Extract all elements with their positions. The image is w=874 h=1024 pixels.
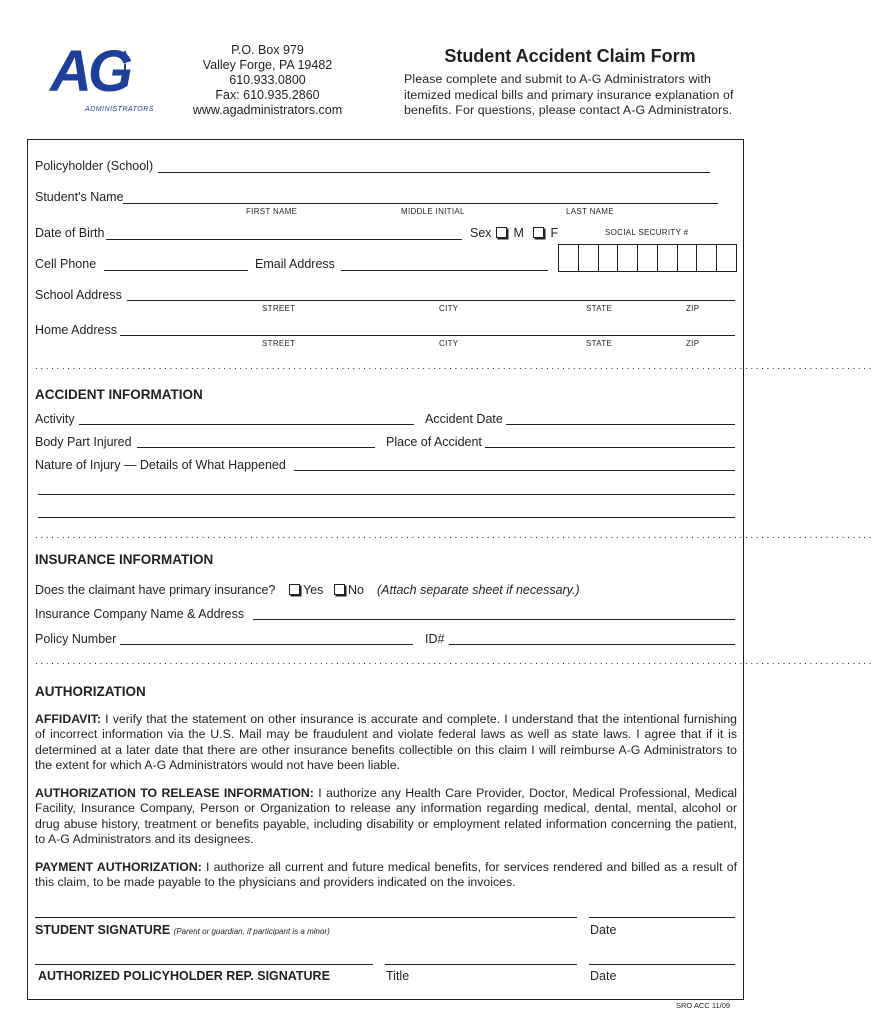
student-date-label: Date <box>590 923 617 937</box>
form-intro: Please complete and submit to A-G Administrators with itemized medical bills and primary insurance explanation of benefits. For questions, please contact A-G Administrators. <box>404 72 734 117</box>
nature-field-line[interactable] <box>38 517 735 518</box>
city-caption: CITY <box>439 304 459 313</box>
checkbox-no[interactable] <box>334 584 345 595</box>
rep-title-label: Title <box>386 969 410 983</box>
body-part-field[interactable] <box>137 447 375 448</box>
ssn-caption: SOCIAL SECURITY # <box>605 228 689 237</box>
form-code: SRO ACC 11/09 <box>676 1001 731 1010</box>
rep-signature-label: AUTHORIZED POLICYHOLDER REP. SIGNATURE <box>38 969 330 983</box>
school-address-label: School Address <box>35 288 122 302</box>
street-caption: STREET <box>262 304 296 313</box>
insurance-yes-option[interactable]: Yes <box>289 583 323 597</box>
form-title: Student Accident Claim Form <box>444 46 696 66</box>
policyholder-field[interactable] <box>158 172 710 173</box>
student-date-field[interactable] <box>589 917 735 918</box>
student-signature-label: STUDENT SIGNATURE (Parent or guardian, if participant is a minor) <box>35 923 330 937</box>
sex-label: Sex <box>470 226 492 240</box>
sex-f-option[interactable]: F <box>533 226 558 240</box>
dob-field[interactable] <box>106 239 462 240</box>
nature-field[interactable] <box>294 470 735 471</box>
insurance-note: (Attach separate sheet if necessary.) <box>377 583 580 597</box>
school-address-field[interactable] <box>127 300 735 301</box>
policy-number-field[interactable] <box>120 644 413 645</box>
logo-subtext: ADMINISTRATORS <box>85 106 154 113</box>
payment-paragraph: PAYMENT AUTHORIZATION: I authorize all current and future medical benefits, for services rendered and billed as a result of this claim, to be made payable to the physicians and providers indicated on the invoices. <box>35 860 737 890</box>
ag-logo <box>50 39 170 118</box>
home-address-label: Home Address <box>35 323 117 337</box>
body-part-label: Body Part Injured <box>35 435 132 449</box>
place-label: Place of Accident <box>386 435 482 449</box>
accident-date-field[interactable] <box>506 424 735 425</box>
street-caption: STREET <box>262 339 296 348</box>
policy-number-label: Policy Number <box>35 632 117 646</box>
insurance-no-option[interactable]: No <box>334 583 364 597</box>
insurance-company-field[interactable] <box>253 619 735 620</box>
cell-phone-field[interactable] <box>104 270 248 271</box>
policyholder-label: Policyholder (School) <box>35 159 154 173</box>
last-name-caption: LAST NAME <box>566 207 614 216</box>
cell-phone-label: Cell Phone <box>35 257 97 271</box>
email-label: Email Address <box>255 257 335 271</box>
address-line: Fax: 610.935.2860 <box>215 88 320 102</box>
id-field[interactable] <box>449 644 735 645</box>
zip-caption: ZIP <box>686 339 700 348</box>
state-caption: STATE <box>586 304 613 313</box>
zip-caption: ZIP <box>686 304 700 313</box>
company-address <box>175 43 360 118</box>
checkbox-m[interactable] <box>496 227 507 238</box>
rep-signature-field[interactable] <box>35 964 373 965</box>
address-line: Valley Forge, PA 19482 <box>202 58 333 72</box>
activity-label: Activity <box>35 412 75 426</box>
insurance-company-label: Insurance Company Name & Address <box>35 607 245 621</box>
student-signature-field[interactable] <box>35 917 577 918</box>
activity-field[interactable] <box>79 424 414 425</box>
dotted-divider: ............................................................................................................................................................ <box>35 361 874 372</box>
logo-text: AG <box>50 39 129 104</box>
place-field[interactable] <box>485 447 735 448</box>
dotted-divider: ............................................................................................................................................................ <box>35 656 874 667</box>
primary-insurance-question: Does the claimant have primary insurance? <box>35 583 276 597</box>
sex-m-option[interactable]: M <box>496 226 524 240</box>
middle-initial-caption: MIDDLE INITIAL <box>401 207 465 216</box>
rep-date-field[interactable] <box>589 964 735 965</box>
city-caption: CITY <box>439 339 459 348</box>
dob-label: Date of Birth <box>35 226 105 240</box>
insurance-heading: INSURANCE INFORMATION <box>35 552 214 567</box>
nature-label: Nature of Injury — Details of What Happened <box>35 458 286 472</box>
affidavit-paragraph: AFFIDAVIT: I verify that the statement on other insurance is accurate and complete. I understand that the intentional furnishing of incorrect information via the U.S. Mail may be fraudulent and violate federal laws as well as state laws. I agree that if it is determined at a later date that there are other insurance benefits collectible on this claim I will reimburse A-G Administrators to the extent for which A-G Administrators would not have been liable. <box>35 712 737 772</box>
rep-title-field[interactable] <box>385 964 577 965</box>
home-address-field[interactable] <box>120 335 735 336</box>
accident-date-label: Accident Date <box>425 412 503 426</box>
address-line: 610.933.0800 <box>229 73 306 87</box>
checkbox-f[interactable] <box>533 227 544 238</box>
student-name-label: Student's Name <box>35 190 124 204</box>
id-label: ID# <box>425 632 445 646</box>
first-name-caption: FIRST NAME <box>246 207 298 216</box>
authorization-heading: AUTHORIZATION <box>35 684 146 699</box>
nature-field-line[interactable] <box>38 494 735 495</box>
address-line[interactable]: www.agadministrators.com <box>192 103 343 117</box>
accident-heading: ACCIDENT INFORMATION <box>35 387 203 402</box>
ssn-boxes[interactable] <box>558 244 737 272</box>
rep-date-label: Date <box>590 969 617 983</box>
dotted-divider: ............................................................................................................................................................ <box>35 530 874 541</box>
student-name-field[interactable] <box>123 203 718 204</box>
email-field[interactable] <box>341 270 548 271</box>
release-paragraph: AUTHORIZATION TO RELEASE INFORMATION: I authorize any Health Care Provider, Doctor, Medical Professional, Medical Facility, Insurance Company, Person or Organization to release any information regarding medical, dental, mental, alcohol or drug abuse history, treatment or benefits payable, including disability or employment related information concerning the patient, to A-G Administrators and its designees. <box>35 786 737 846</box>
state-caption: STATE <box>586 339 613 348</box>
checkbox-yes[interactable] <box>289 584 300 595</box>
address-line: P.O. Box 979 <box>231 43 304 57</box>
